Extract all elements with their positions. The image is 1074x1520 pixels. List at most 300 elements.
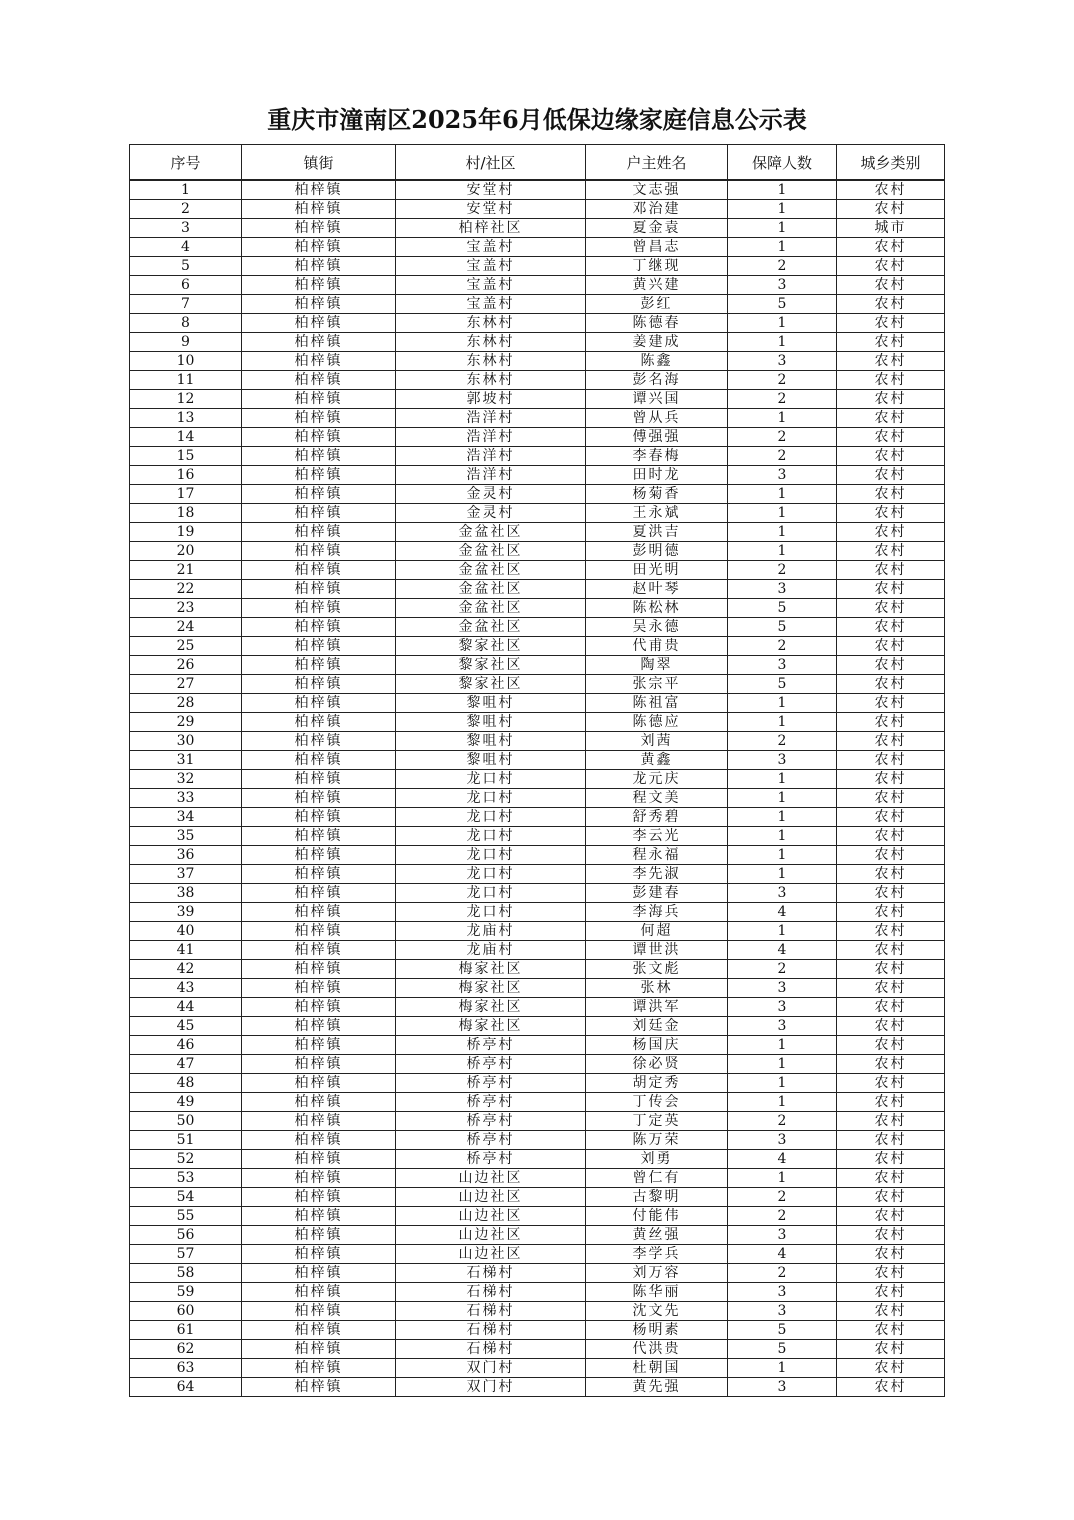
table-row — [130, 1055, 945, 1074]
cell-town: 柏梓镇 — [242, 694, 396, 713]
cell-village: 梅家社区 — [396, 1017, 586, 1036]
cell-category: 农村 — [837, 1036, 945, 1055]
cell-town: 柏梓镇 — [242, 1207, 396, 1226]
table-row — [130, 846, 945, 865]
cell-index: 52 — [130, 1150, 242, 1169]
cell-village: 东林村 — [396, 352, 586, 371]
cell-town: 柏梓镇 — [242, 1017, 396, 1036]
cell-index: 34 — [130, 808, 242, 827]
cell-householder: 舒秀碧 — [586, 808, 728, 827]
cell-index: 41 — [130, 941, 242, 960]
header-row — [130, 145, 945, 181]
cell-householder: 彭建春 — [586, 884, 728, 903]
cell-persons: 1 — [728, 238, 837, 257]
cell-town: 柏梓镇 — [242, 599, 396, 618]
cell-index: 6 — [130, 276, 242, 295]
cell-index: 53 — [130, 1169, 242, 1188]
cell-village: 石梯村 — [396, 1283, 586, 1302]
cell-persons: 2 — [728, 960, 837, 979]
cell-category: 农村 — [837, 1055, 945, 1074]
cell-householder: 沈文先 — [586, 1302, 728, 1321]
cell-village: 梅家社区 — [396, 979, 586, 998]
cell-category: 农村 — [837, 1074, 945, 1093]
cell-persons: 5 — [728, 1340, 837, 1359]
cell-persons: 1 — [728, 485, 837, 504]
table-row — [130, 1226, 945, 1245]
cell-persons: 3 — [728, 1378, 837, 1397]
notice-table — [129, 144, 945, 1397]
cell-village: 石梯村 — [396, 1264, 586, 1283]
cell-village: 龙口村 — [396, 903, 586, 922]
cell-town: 柏梓镇 — [242, 523, 396, 542]
cell-category: 农村 — [837, 960, 945, 979]
cell-index: 4 — [130, 238, 242, 257]
table-row — [130, 1036, 945, 1055]
table-row — [130, 1283, 945, 1302]
cell-index: 36 — [130, 846, 242, 865]
cell-village: 龙庙村 — [396, 941, 586, 960]
cell-village: 龙口村 — [396, 789, 586, 808]
cell-village: 桥亭村 — [396, 1036, 586, 1055]
cell-persons: 1 — [728, 409, 837, 428]
cell-town: 柏梓镇 — [242, 485, 396, 504]
cell-persons: 1 — [728, 542, 837, 561]
cell-index: 37 — [130, 865, 242, 884]
cell-persons: 1 — [728, 219, 837, 238]
cell-index: 42 — [130, 960, 242, 979]
cell-householder: 杨菊香 — [586, 485, 728, 504]
cell-index: 2 — [130, 200, 242, 219]
cell-category: 农村 — [837, 1112, 945, 1131]
cell-persons: 1 — [728, 865, 837, 884]
cell-category: 农村 — [837, 1207, 945, 1226]
cell-index: 5 — [130, 257, 242, 276]
cell-persons: 2 — [728, 1188, 837, 1207]
cell-town: 柏梓镇 — [242, 561, 396, 580]
cell-town: 柏梓镇 — [242, 827, 396, 846]
cell-category: 农村 — [837, 295, 945, 314]
cell-persons: 4 — [728, 1150, 837, 1169]
cell-village: 黎咀村 — [396, 713, 586, 732]
cell-category: 农村 — [837, 1188, 945, 1207]
cell-category: 农村 — [837, 979, 945, 998]
cell-town: 柏梓镇 — [242, 1226, 396, 1245]
cell-village: 桥亭村 — [396, 1055, 586, 1074]
cell-village: 柏梓社区 — [396, 219, 586, 238]
cell-householder: 陈鑫 — [586, 352, 728, 371]
cell-village: 金盆社区 — [396, 599, 586, 618]
cell-householder: 张宗平 — [586, 675, 728, 694]
cell-category: 农村 — [837, 523, 945, 542]
column-header-category: 城乡类别 — [837, 145, 945, 181]
cell-index: 9 — [130, 333, 242, 352]
cell-householder: 龙元庆 — [586, 770, 728, 789]
cell-householder: 夏金袁 — [586, 219, 728, 238]
cell-index: 8 — [130, 314, 242, 333]
cell-category: 农村 — [837, 580, 945, 599]
cell-village: 浩洋村 — [396, 409, 586, 428]
table-row — [130, 314, 945, 333]
table-row — [130, 637, 945, 656]
cell-householder: 黄鑫 — [586, 751, 728, 770]
cell-category: 农村 — [837, 694, 945, 713]
cell-householder: 黄兴建 — [586, 276, 728, 295]
table-row — [130, 865, 945, 884]
cell-persons: 3 — [728, 352, 837, 371]
cell-householder: 付能伟 — [586, 1207, 728, 1226]
cell-index: 10 — [130, 352, 242, 371]
table-row — [130, 371, 945, 390]
cell-persons: 3 — [728, 1131, 837, 1150]
cell-persons: 2 — [728, 447, 837, 466]
cell-householder: 程永福 — [586, 846, 728, 865]
cell-index: 32 — [130, 770, 242, 789]
cell-persons: 5 — [728, 599, 837, 618]
cell-householder: 姜建成 — [586, 333, 728, 352]
cell-index: 22 — [130, 580, 242, 599]
table-row — [130, 352, 945, 371]
cell-village: 桥亭村 — [396, 1150, 586, 1169]
cell-index: 13 — [130, 409, 242, 428]
cell-town: 柏梓镇 — [242, 1188, 396, 1207]
cell-persons: 5 — [728, 618, 837, 637]
table-row — [130, 447, 945, 466]
cell-village: 双门村 — [396, 1378, 586, 1397]
cell-persons: 1 — [728, 1169, 837, 1188]
cell-householder: 刘万容 — [586, 1264, 728, 1283]
table-row — [130, 1093, 945, 1112]
cell-village: 黎咀村 — [396, 751, 586, 770]
cell-householder: 徐必贤 — [586, 1055, 728, 1074]
cell-town: 柏梓镇 — [242, 1036, 396, 1055]
cell-index: 49 — [130, 1093, 242, 1112]
cell-town: 柏梓镇 — [242, 922, 396, 941]
table-row — [130, 257, 945, 276]
cell-category: 农村 — [837, 618, 945, 637]
table-row — [130, 1169, 945, 1188]
cell-index: 33 — [130, 789, 242, 808]
table-row — [130, 732, 945, 751]
cell-householder: 曾从兵 — [586, 409, 728, 428]
cell-category: 农村 — [837, 675, 945, 694]
cell-persons: 1 — [728, 922, 837, 941]
cell-householder: 杨明素 — [586, 1321, 728, 1340]
cell-index: 50 — [130, 1112, 242, 1131]
cell-town: 柏梓镇 — [242, 1302, 396, 1321]
cell-category: 农村 — [837, 770, 945, 789]
cell-town: 柏梓镇 — [242, 1359, 396, 1378]
cell-persons: 1 — [728, 846, 837, 865]
cell-village: 双门村 — [396, 1359, 586, 1378]
table-row — [130, 1359, 945, 1378]
cell-householder: 张文彪 — [586, 960, 728, 979]
cell-village: 金盆社区 — [396, 580, 586, 599]
cell-persons: 2 — [728, 637, 837, 656]
cell-town: 柏梓镇 — [242, 618, 396, 637]
cell-category: 农村 — [837, 1302, 945, 1321]
cell-category: 农村 — [837, 1340, 945, 1359]
cell-town: 柏梓镇 — [242, 1169, 396, 1188]
cell-town: 柏梓镇 — [242, 314, 396, 333]
cell-persons: 1 — [728, 1093, 837, 1112]
cell-householder: 陈祖富 — [586, 694, 728, 713]
cell-village: 龙口村 — [396, 808, 586, 827]
cell-householder: 胡定秀 — [586, 1074, 728, 1093]
cell-persons: 2 — [728, 371, 837, 390]
table-row — [130, 979, 945, 998]
cell-persons: 2 — [728, 428, 837, 447]
cell-category: 农村 — [837, 1245, 945, 1264]
cell-town: 柏梓镇 — [242, 257, 396, 276]
cell-householder: 代洪贵 — [586, 1340, 728, 1359]
cell-village: 金灵村 — [396, 504, 586, 523]
cell-category: 农村 — [837, 599, 945, 618]
cell-persons: 1 — [728, 504, 837, 523]
cell-town: 柏梓镇 — [242, 466, 396, 485]
cell-index: 48 — [130, 1074, 242, 1093]
cell-town: 柏梓镇 — [242, 219, 396, 238]
cell-village: 宝盖村 — [396, 257, 586, 276]
cell-category: 农村 — [837, 409, 945, 428]
cell-householder: 古黎明 — [586, 1188, 728, 1207]
cell-village: 桥亭村 — [396, 1112, 586, 1131]
cell-village: 桥亭村 — [396, 1074, 586, 1093]
cell-village: 桥亭村 — [396, 1131, 586, 1150]
cell-persons: 2 — [728, 732, 837, 751]
cell-village: 黎家社区 — [396, 675, 586, 694]
cell-persons: 2 — [728, 257, 837, 276]
cell-persons: 5 — [728, 675, 837, 694]
cell-householder: 彭名海 — [586, 371, 728, 390]
cell-category: 农村 — [837, 656, 945, 675]
cell-village: 龙口村 — [396, 846, 586, 865]
cell-householder: 丁继现 — [586, 257, 728, 276]
cell-householder: 邓治建 — [586, 200, 728, 219]
cell-persons: 1 — [728, 180, 837, 200]
cell-category: 农村 — [837, 485, 945, 504]
cell-category: 农村 — [837, 200, 945, 219]
cell-persons: 3 — [728, 884, 837, 903]
cell-index: 25 — [130, 637, 242, 656]
cell-category: 农村 — [837, 884, 945, 903]
cell-householder: 李云光 — [586, 827, 728, 846]
cell-town: 柏梓镇 — [242, 1150, 396, 1169]
cell-persons: 2 — [728, 1264, 837, 1283]
table-row — [130, 466, 945, 485]
cell-index: 56 — [130, 1226, 242, 1245]
cell-town: 柏梓镇 — [242, 352, 396, 371]
cell-persons: 3 — [728, 998, 837, 1017]
cell-persons: 3 — [728, 580, 837, 599]
cell-persons: 3 — [728, 466, 837, 485]
table-row — [130, 1112, 945, 1131]
cell-town: 柏梓镇 — [242, 580, 396, 599]
cell-category: 农村 — [837, 352, 945, 371]
cell-town: 柏梓镇 — [242, 713, 396, 732]
cell-index: 16 — [130, 466, 242, 485]
cell-persons: 1 — [728, 523, 837, 542]
column-header-index: 序号 — [130, 145, 242, 181]
cell-householder: 陈德春 — [586, 314, 728, 333]
cell-householder: 丁定英 — [586, 1112, 728, 1131]
cell-category: 农村 — [837, 180, 945, 200]
cell-village: 浩洋村 — [396, 447, 586, 466]
cell-category: 农村 — [837, 466, 945, 485]
cell-householder: 夏洪吉 — [586, 523, 728, 542]
cell-village: 梅家社区 — [396, 960, 586, 979]
cell-town: 柏梓镇 — [242, 200, 396, 219]
table-row — [130, 751, 945, 770]
cell-persons: 2 — [728, 390, 837, 409]
table-row — [130, 333, 945, 352]
cell-persons: 1 — [728, 1359, 837, 1378]
cell-town: 柏梓镇 — [242, 808, 396, 827]
table-row — [130, 770, 945, 789]
cell-persons: 3 — [728, 1017, 837, 1036]
cell-index: 59 — [130, 1283, 242, 1302]
cell-persons: 4 — [728, 941, 837, 960]
cell-village: 龙口村 — [396, 770, 586, 789]
column-header-village: 村/社区 — [396, 145, 586, 181]
cell-town: 柏梓镇 — [242, 675, 396, 694]
cell-village: 金盆社区 — [396, 542, 586, 561]
cell-index: 3 — [130, 219, 242, 238]
cell-persons: 3 — [728, 751, 837, 770]
cell-town: 柏梓镇 — [242, 238, 396, 257]
cell-town: 柏梓镇 — [242, 1340, 396, 1359]
cell-town: 柏梓镇 — [242, 770, 396, 789]
cell-index: 63 — [130, 1359, 242, 1378]
table-row — [130, 1321, 945, 1340]
cell-index: 23 — [130, 599, 242, 618]
cell-category: 农村 — [837, 637, 945, 656]
table-row — [130, 200, 945, 219]
cell-town: 柏梓镇 — [242, 789, 396, 808]
table-row — [130, 922, 945, 941]
cell-village: 石梯村 — [396, 1302, 586, 1321]
cell-category: 农村 — [837, 1226, 945, 1245]
cell-village: 龙口村 — [396, 884, 586, 903]
table-row — [130, 238, 945, 257]
cell-town: 柏梓镇 — [242, 1378, 396, 1397]
cell-index: 15 — [130, 447, 242, 466]
cell-index: 18 — [130, 504, 242, 523]
table-row — [130, 504, 945, 523]
cell-category: 城市 — [837, 219, 945, 238]
page-title: 重庆市潼南区2025年6月低保边缘家庭信息公示表 — [267, 105, 807, 134]
cell-index: 43 — [130, 979, 242, 998]
cell-index: 12 — [130, 390, 242, 409]
cell-index: 58 — [130, 1264, 242, 1283]
cell-persons: 1 — [728, 1055, 837, 1074]
table-row — [130, 884, 945, 903]
cell-category: 农村 — [837, 333, 945, 352]
cell-index: 35 — [130, 827, 242, 846]
table-row — [130, 1188, 945, 1207]
table-row — [130, 428, 945, 447]
cell-category: 农村 — [837, 998, 945, 1017]
cell-town: 柏梓镇 — [242, 846, 396, 865]
cell-index: 31 — [130, 751, 242, 770]
cell-category: 农村 — [837, 1093, 945, 1112]
cell-village: 龙口村 — [396, 865, 586, 884]
cell-category: 农村 — [837, 808, 945, 827]
cell-persons: 2 — [728, 1207, 837, 1226]
cell-town: 柏梓镇 — [242, 504, 396, 523]
cell-town: 柏梓镇 — [242, 1264, 396, 1283]
cell-index: 1 — [130, 180, 242, 200]
cell-village: 东林村 — [396, 371, 586, 390]
cell-persons: 3 — [728, 656, 837, 675]
table-row — [130, 618, 945, 637]
cell-persons: 5 — [728, 295, 837, 314]
cell-index: 64 — [130, 1378, 242, 1397]
cell-village: 山边社区 — [396, 1169, 586, 1188]
cell-village: 金盆社区 — [396, 618, 586, 637]
cell-category: 农村 — [837, 1321, 945, 1340]
table-row — [130, 1378, 945, 1397]
cell-town: 柏梓镇 — [242, 1074, 396, 1093]
table-row — [130, 561, 945, 580]
cell-village: 安堂村 — [396, 200, 586, 219]
cell-householder: 何超 — [586, 922, 728, 941]
cell-town: 柏梓镇 — [242, 979, 396, 998]
column-header-householder: 户主姓名 — [586, 145, 728, 181]
cell-village: 安堂村 — [396, 180, 586, 200]
cell-village: 东林村 — [396, 314, 586, 333]
cell-town: 柏梓镇 — [242, 1112, 396, 1131]
cell-category: 农村 — [837, 732, 945, 751]
cell-householder: 傅强强 — [586, 428, 728, 447]
cell-category: 农村 — [837, 371, 945, 390]
cell-town: 柏梓镇 — [242, 884, 396, 903]
cell-householder: 陈德应 — [586, 713, 728, 732]
cell-index: 40 — [130, 922, 242, 941]
cell-householder: 李春梅 — [586, 447, 728, 466]
cell-village: 山边社区 — [396, 1245, 586, 1264]
cell-village: 梅家社区 — [396, 998, 586, 1017]
cell-householder: 彭明德 — [586, 542, 728, 561]
cell-category: 农村 — [837, 789, 945, 808]
cell-householder: 吴永德 — [586, 618, 728, 637]
cell-index: 57 — [130, 1245, 242, 1264]
cell-householder: 程文美 — [586, 789, 728, 808]
table-row — [130, 713, 945, 732]
cell-index: 7 — [130, 295, 242, 314]
cell-village: 山边社区 — [396, 1207, 586, 1226]
cell-householder: 杜朝国 — [586, 1359, 728, 1378]
cell-index: 39 — [130, 903, 242, 922]
table-row — [130, 903, 945, 922]
cell-index: 26 — [130, 656, 242, 675]
cell-persons: 1 — [728, 789, 837, 808]
cell-village: 龙庙村 — [396, 922, 586, 941]
cell-householder: 陈万荣 — [586, 1131, 728, 1150]
cell-persons: 1 — [728, 333, 837, 352]
cell-index: 60 — [130, 1302, 242, 1321]
cell-town: 柏梓镇 — [242, 998, 396, 1017]
cell-category: 农村 — [837, 1169, 945, 1188]
cell-village: 浩洋村 — [396, 466, 586, 485]
cell-index: 38 — [130, 884, 242, 903]
cell-category: 农村 — [837, 827, 945, 846]
cell-persons: 1 — [728, 694, 837, 713]
cell-village: 山边社区 — [396, 1188, 586, 1207]
cell-householder: 陈华丽 — [586, 1283, 728, 1302]
cell-householder: 赵叶琴 — [586, 580, 728, 599]
table-row — [130, 960, 945, 979]
cell-index: 62 — [130, 1340, 242, 1359]
